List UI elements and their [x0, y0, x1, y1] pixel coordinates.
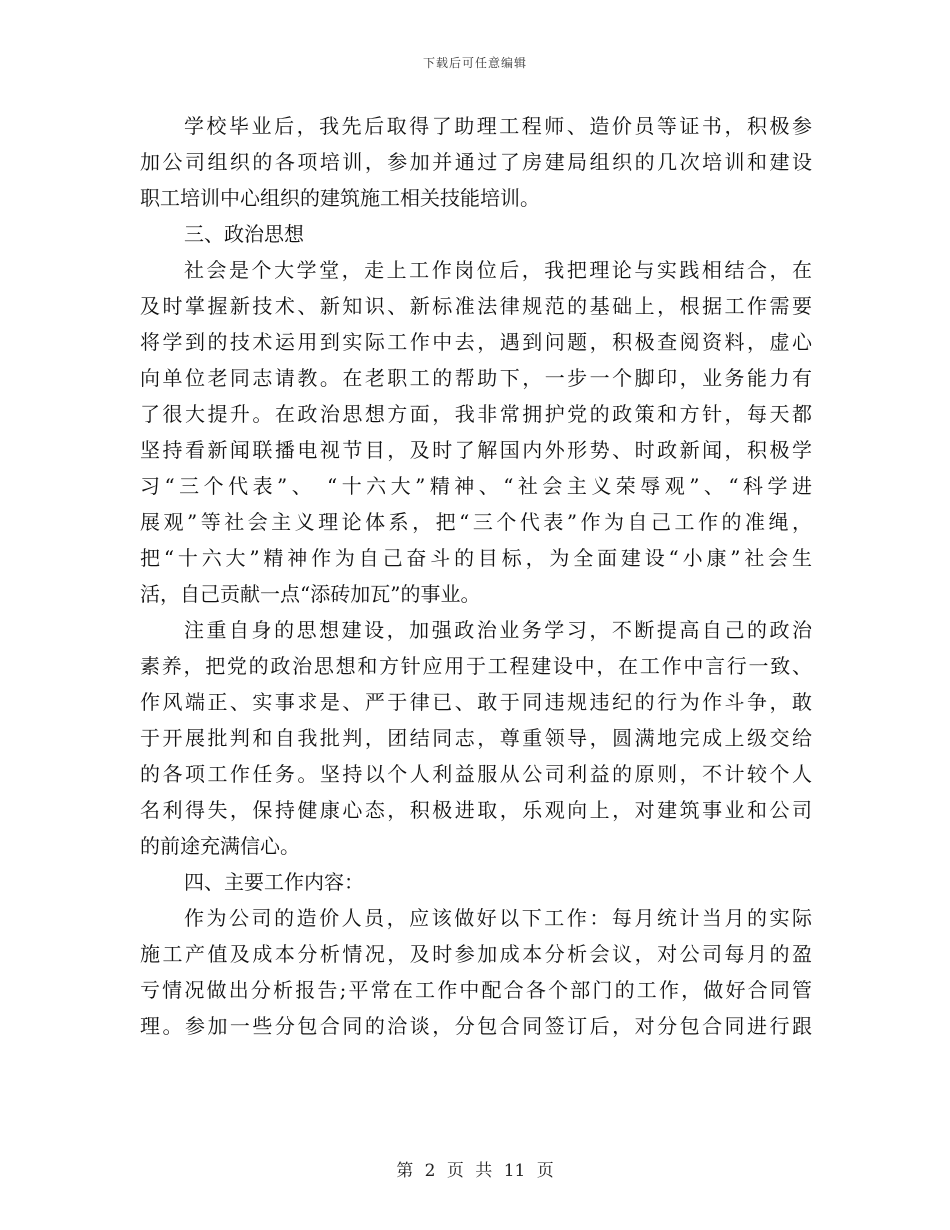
total-page-count: 11 [503, 1161, 526, 1181]
text-line: 作风端正、实事求是、严于律已、敢于同违规违纪的行为作斗争，敢 [140, 690, 812, 714]
text-line: 了很大提升。在政治思想方面，我非常拥护党的政策和方针，每天都 [140, 402, 812, 426]
text-line: 把“十六大”精神作为自己奋斗的目标，为全面建设“小康”社会生 [140, 546, 812, 570]
text-line: 作为公司的造价人员，应该做好以下工作：每月统计当月的实际 [184, 906, 812, 930]
header-note: 下载后可任意编辑 [422, 56, 527, 70]
footer-page-word: 页 [446, 1161, 464, 1181]
text-line: 习“三个代表”、 “十六大”精神、“社会主义荣辱观”、“科学进 [140, 474, 812, 498]
text-line: 学校毕业后，我先后取得了助理工程师、造价员等证书，积极参 [184, 114, 812, 138]
text-line: 素养，把党的政治思想和方针应用于工程建设中，在工作中言行一致、 [140, 654, 812, 678]
text-line: 及时掌握新技术、新知识、新标准法律规范的基础上，根据工作需要 [140, 294, 812, 318]
text-line: 亏情况做出分析报告;平常在工作中配合各个部门的工作，做好合同管 [140, 978, 812, 1002]
text-line: 理。参加一些分包合同的洽谈，分包合同签订后，对分包合同进行跟 [140, 1014, 812, 1038]
text-line: 将学到的技术运用到实际工作中去，遇到问题，积极查阅资料，虚心 [140, 330, 812, 354]
text-line: 施工产值及成本分析情况，及时参加成本分析会议，对公司每月的盈 [140, 942, 812, 966]
text-line: 向单位老同志请教。在老职工的帮助下，一步一个脚印，业务能力有 [140, 366, 812, 390]
text-line: 职工培训中心组织的建筑施工相关技能培训。 [140, 186, 540, 210]
section-heading: 四、主要工作内容： [184, 870, 364, 894]
text-line: 社会是个大学堂，走上工作岗位后，我把理论与实践相结合，在 [184, 258, 812, 282]
text-line: 展观”等社会主义理论体系，把“三个代表”作为自己工作的准绳， [140, 510, 812, 534]
text-line: 的各项工作任务。坚持以个人利益服从公司利益的原则，不计较个人 [140, 762, 812, 786]
text-line: 的前途充满信心。 [140, 834, 300, 858]
current-page-number: 2 [424, 1161, 436, 1181]
footer-total-word: 共 [475, 1161, 493, 1181]
footer-prefix: 第 [396, 1161, 414, 1181]
text-line: 于开展批判和自我批判，团结同志，尊重领导，圆满地完成上级交给 [140, 726, 812, 750]
text-line: 活，自己贡献一点“添砖加瓦”的事业。 [140, 582, 481, 606]
page-footer [0, 1156, 950, 1181]
text-line: 坚持看新闻联播电视节目，及时了解国内外形势、时政新闻，积极学 [140, 438, 812, 462]
text-line: 注重自身的思想建设，加强政治业务学习，不断提高自己的政治 [184, 618, 812, 642]
document-body [140, 108, 812, 1044]
text-line: 加公司组织的各项培训，参加并通过了房建局组织的几次培训和建设 [140, 150, 812, 174]
footer-suffix: 页 [536, 1161, 554, 1181]
text-line: 名利得失，保持健康心态，积极进取，乐观向上，对建筑事业和公司 [140, 798, 812, 822]
section-heading: 三、政治思想 [184, 222, 304, 246]
